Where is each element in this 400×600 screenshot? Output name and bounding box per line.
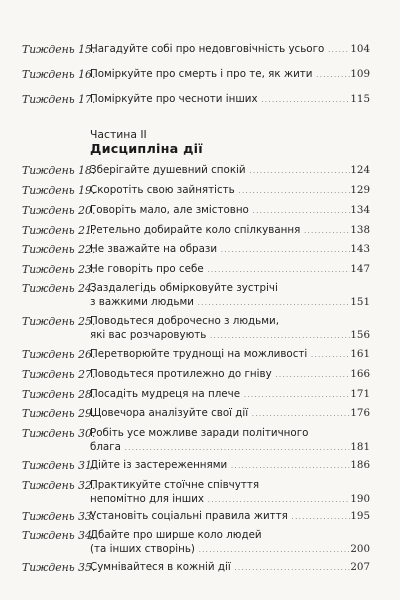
- toc-entry-title: [90, 68, 350, 82]
- toc-title-line: Поводьтеся протилежно до гніву .....: [90, 368, 350, 382]
- toc-title-line: Не зважайте на образи .....: [90, 243, 350, 257]
- toc-week-label: Тиждень 24.: [22, 282, 96, 295]
- toc-page-number: 151: [350, 295, 370, 308]
- toc-title-line: Дійте із застереженнями .....: [90, 459, 350, 473]
- toc-week-label: Тиждень 17.: [22, 93, 96, 106]
- toc-page-number: 181: [350, 440, 370, 453]
- toc-title-line: Поміркуйте про чесноти інших .....: [90, 93, 350, 107]
- toc-week-label: Тиждень 31.: [22, 459, 96, 472]
- toc-week-label: Тиждень 30.: [22, 427, 96, 440]
- toc-page-number: 186: [350, 459, 370, 471]
- toc-week-label: Тиждень 33.: [22, 510, 96, 523]
- toc-title-line: Нагадуйте собі про недовговічність усього .....: [90, 43, 350, 57]
- part-title: Дисципліна дії: [90, 142, 203, 157]
- toc-entry-title: [90, 315, 350, 342]
- toc-page-number: 171: [350, 388, 370, 400]
- toc-entry-title: [90, 529, 350, 556]
- toc-week-label: Тиждень 29.: [22, 407, 96, 420]
- toc-page-number: 124: [350, 164, 370, 176]
- toc-entry-title: [90, 348, 350, 362]
- toc-title-line: Перетворюйте труднощі на можливості .....: [90, 348, 350, 362]
- toc-entry-title: [90, 204, 350, 218]
- toc-title-line: Поводьтеся доброчесно з людьми,: [90, 315, 279, 327]
- toc-week-label: Тиждень 32.: [22, 479, 96, 492]
- toc-week-label: Тиждень 19.: [22, 184, 96, 197]
- toc-page-number: 166: [350, 368, 370, 380]
- toc-title-line: блага .....: [90, 441, 350, 455]
- toc-entry-title: [90, 561, 350, 575]
- toc-entry-title: [90, 93, 350, 107]
- toc-title-line: Сумнівайтеся в кожній дії .....: [90, 561, 350, 575]
- toc-entry-title: [90, 388, 350, 402]
- toc-page-number: 161: [350, 348, 370, 360]
- toc-title-line: Щовечора аналізуйте свої дії .....: [90, 407, 350, 421]
- toc-entry-title: [90, 243, 350, 257]
- toc-week-label: Тиждень 25.: [22, 315, 96, 328]
- toc-page-number: 195: [350, 510, 370, 522]
- toc-page-number: 115: [350, 93, 370, 105]
- toc-title-line: Зберігайте душевний спокій .....: [90, 164, 350, 178]
- toc-title-line: Не говоріть про себе .....: [90, 263, 350, 277]
- toc-week-label: Тиждень 34.: [22, 529, 96, 542]
- part-label: Частина ІІ: [90, 128, 147, 141]
- toc-title-line: Практикуйте стоїчне співчуття: [90, 479, 260, 491]
- toc-entry-title: [90, 282, 350, 309]
- toc-page-number: 138: [350, 224, 370, 236]
- toc-title-line: які вас розчаровують .....: [90, 329, 350, 343]
- toc-week-label: Тиждень 18.: [22, 164, 96, 177]
- toc-entry-title: [90, 263, 350, 277]
- toc-page-number: 147: [350, 263, 370, 275]
- toc-week-label: Тиждень 20.: [22, 204, 96, 217]
- toc-title-line: Говоріть мало, але змістовно .....: [90, 204, 350, 218]
- toc-title-line: Поміркуйте про смерть і про те, як жити .....: [90, 68, 350, 82]
- toc-title-line: Дбайте про ширше коло людей: [90, 529, 262, 541]
- toc-entry-title: [90, 459, 350, 473]
- toc-page-number: 207: [350, 561, 370, 573]
- toc-week-label: Тиждень 16.: [22, 68, 96, 81]
- toc-week-label: Тиждень 22.: [22, 243, 96, 256]
- toc-title-line: Заздалегідь обмірковуйте зустрічі: [90, 282, 278, 294]
- toc-title-line: непомітно для інших .....: [90, 493, 350, 507]
- toc-entry-title: [90, 407, 350, 421]
- toc-entry-title: [90, 479, 350, 506]
- toc-entry-title: [90, 164, 350, 178]
- toc-week-label: Тиждень 27.: [22, 368, 96, 381]
- toc-title-line: Установіть соціальні правила життя .....: [90, 510, 350, 524]
- toc-week-label: Тиждень 23.: [22, 263, 96, 276]
- toc-title-line: Посадіть мудреця на плече .....: [90, 388, 350, 402]
- toc-entry-title: [90, 43, 350, 57]
- toc-page-number: 129: [350, 184, 370, 196]
- toc-title-line: Ретельно добирайте коло спілкування .....: [90, 224, 350, 238]
- toc-page-number: 109: [350, 68, 370, 80]
- toc-entry-title: [90, 224, 350, 238]
- toc-page-number: 190: [350, 492, 370, 505]
- toc-week-label: Тиждень 15.: [22, 43, 96, 56]
- toc-title-line: (та інших створінь) .....: [90, 543, 350, 557]
- toc-title-line: Робіть усе можливе заради політичного: [90, 427, 309, 439]
- toc-entry-title: [90, 427, 350, 454]
- toc-entry-title: [90, 184, 350, 198]
- toc-entry-title: [90, 510, 350, 524]
- toc-page-number: 156: [350, 328, 370, 341]
- toc-page-number: 104: [350, 43, 370, 55]
- toc-week-label: Тиждень 26.: [22, 348, 96, 361]
- toc-title-line: з важкими людьми .....: [90, 296, 350, 310]
- toc-week-label: Тиждень 28.: [22, 388, 96, 401]
- toc-page-number: 143: [350, 243, 370, 255]
- toc-page-number: 200: [350, 542, 370, 555]
- toc-page-number: 176: [350, 407, 370, 419]
- toc-week-label: Тиждень 21.: [22, 224, 96, 237]
- toc-title-line: Скоротіть свою зайнятість .....: [90, 184, 350, 198]
- toc-entry-title: [90, 368, 350, 382]
- toc-page-number: 134: [350, 204, 370, 216]
- toc-week-label: Тиждень 35.: [22, 561, 96, 574]
